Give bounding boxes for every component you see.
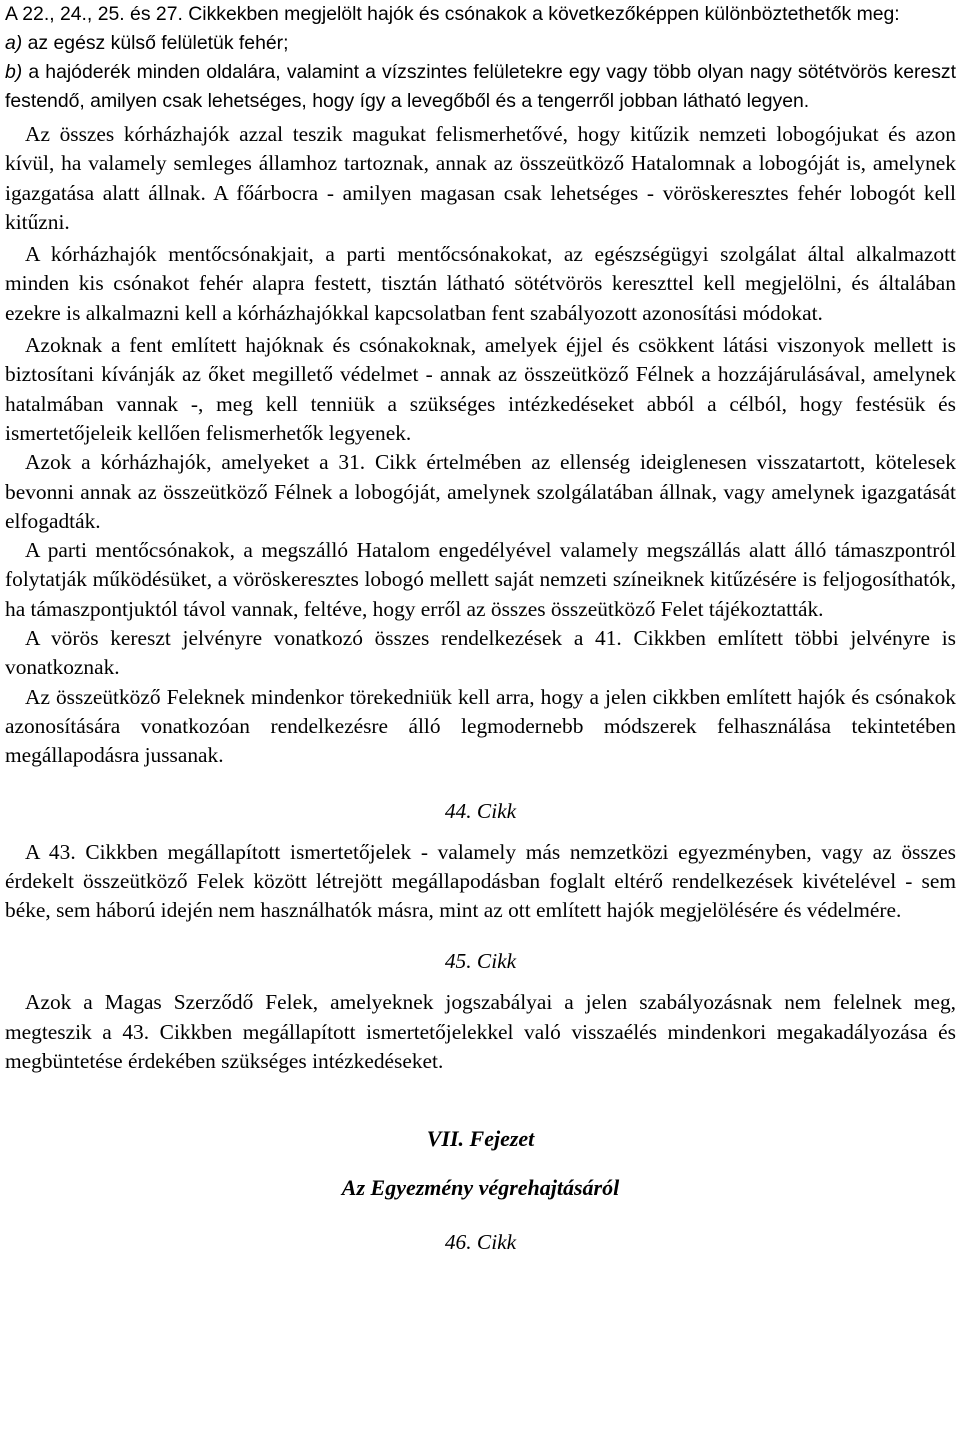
paragraph-coastal-lifeboats: A parti mentőcsónakok, a megszálló Hatalom engedélyével valamely megszállás alatt álló támaszpontról folytatják működésüket, a vöröskeresztes lobogó mellett saját nemzeti színeiknek kitűzésére is feljogosíthatók, ha támaszpontjuktól távol vannak, feltéve, hogy erről az összes összeütköző Felet tájékoztatták. (5, 538, 956, 621)
list-item-a-label: a) (5, 32, 23, 54)
list-item-b-text: a hajóderék minden oldalára, valamint a vízszintes felületekre egy vagy több olyan nagy sötétvörös kereszt festendő, amilyen csak lehetséges, hogy így a levegőből és a tengerről jobban látható legyen. (5, 61, 956, 112)
paragraph-lifeboats: A kórházhajók mentőcsónakjait, a parti mentőcsónakokat, az egészségügyi szolgálat által alkalmazott minden kis csónakot fehér alapra festett, tisztán látható sötétvörös kereszttel kell megjelölni, és általában ezekre is alkalmazni kell a kórházhajókkal kapcsolatban fent szabályozott azonosítási módokat. (5, 242, 956, 325)
article-45-heading: 45. Cikk (444, 949, 517, 974)
paragraph-red-cross-emblem: A vörös kereszt jelvényre vonatkozó összes rendelkezések a 41. Cikkben említett többi jelvényre is vonatkoznak. (5, 626, 956, 680)
article-45-text: Azok a Magas Szerződő Felek, amelyeknek jogszabályai a jelen szabályozásnak nem felelnek meg, megteszik a 43. Cikkben megállapított ismertetőjelekkel való visszaélés mindenkori megakadályozása és megbüntetése érdekében szükséges intézkedéseket. (5, 990, 956, 1074)
article-44-text: A 43. Cikkben megállapított ismertetőjelek - valamely más nemzetközi egyezményben, vagy az összes érdekelt összeütköző Felek között létrejött megállapodásban foglalt eltérő rendelkezések kivételével - sem béke, sem háború idején nem használhatók másra, mint az ott említett hajók megjelölésére és védelmére. (5, 839, 956, 923)
intro-lead: A 22., 24., 25. és 27. Cikkekben megjelölt hajók és csónakok a következőképpen különböztethetők meg: (5, 3, 900, 25)
list-item-a-text: az egész külső felületük fehér; (22, 32, 289, 54)
paragraph-detained-ships: Azok a kórházhajók, amelyeket a 31. Cikk értelmében az ellenség ideiglenesen visszatartott, kötelesek bevonni annak az összeütköző Félnek a lobogóját, amelynek szolgálatában állnak, vagy amelynek igazgatását elfogadták. (5, 450, 956, 533)
list-item-b-label: b) (5, 61, 23, 83)
paragraph-identification-methods: Az összeütköző Feleknek mindenkor törekedniük kell arra, hogy a jelen cikkben említett hajók és csónakok azonosítására vonatkozóan rendelkezésre álló legmodernebb módszerek felhasználása tekintetében megállapodásra jussanak. (5, 684, 956, 768)
paragraph-flags: Az összes kórházhajók azzal teszik magukat felismerhetővé, hogy kitűzik nemzeti lobogójukat és azon kívül, ha valamely semleges államhoz tartoznak, annak az összeütköző Hatalomnak a lobogóját is, amelynek igazgatása alatt állnak. A főárbocra - amilyen magasan csak lehetséges - vöröskeresztes fehér lobogót kell kitűzni. (5, 122, 956, 234)
list-item-a (5, 29, 956, 58)
article-46-heading: 46. Cikk (444, 1230, 517, 1255)
paragraph-night-visibility: Azoknak a fent említett hajóknak és csónakoknak, amelyek éjjel és csökkent látási viszonyok mellett is biztosítani kívánják az őket megillető védelmet - annak az összeütköző Félnek a hozzájárulásával, amelynek hatalmában vannak -, meg kell tenniük a szükséges intézkedéseket abból a célból, hogy festésük és ismertetőjeleik kellően felismerhetők legyenek. (5, 333, 956, 445)
chapter-subtitle: Az Egyezmény végrehajtásáról (341, 1175, 620, 1201)
chapter-title: VII. Fejezet (426, 1126, 535, 1152)
article-44-heading: 44. Cikk (444, 798, 517, 823)
list-item-b (5, 58, 956, 116)
